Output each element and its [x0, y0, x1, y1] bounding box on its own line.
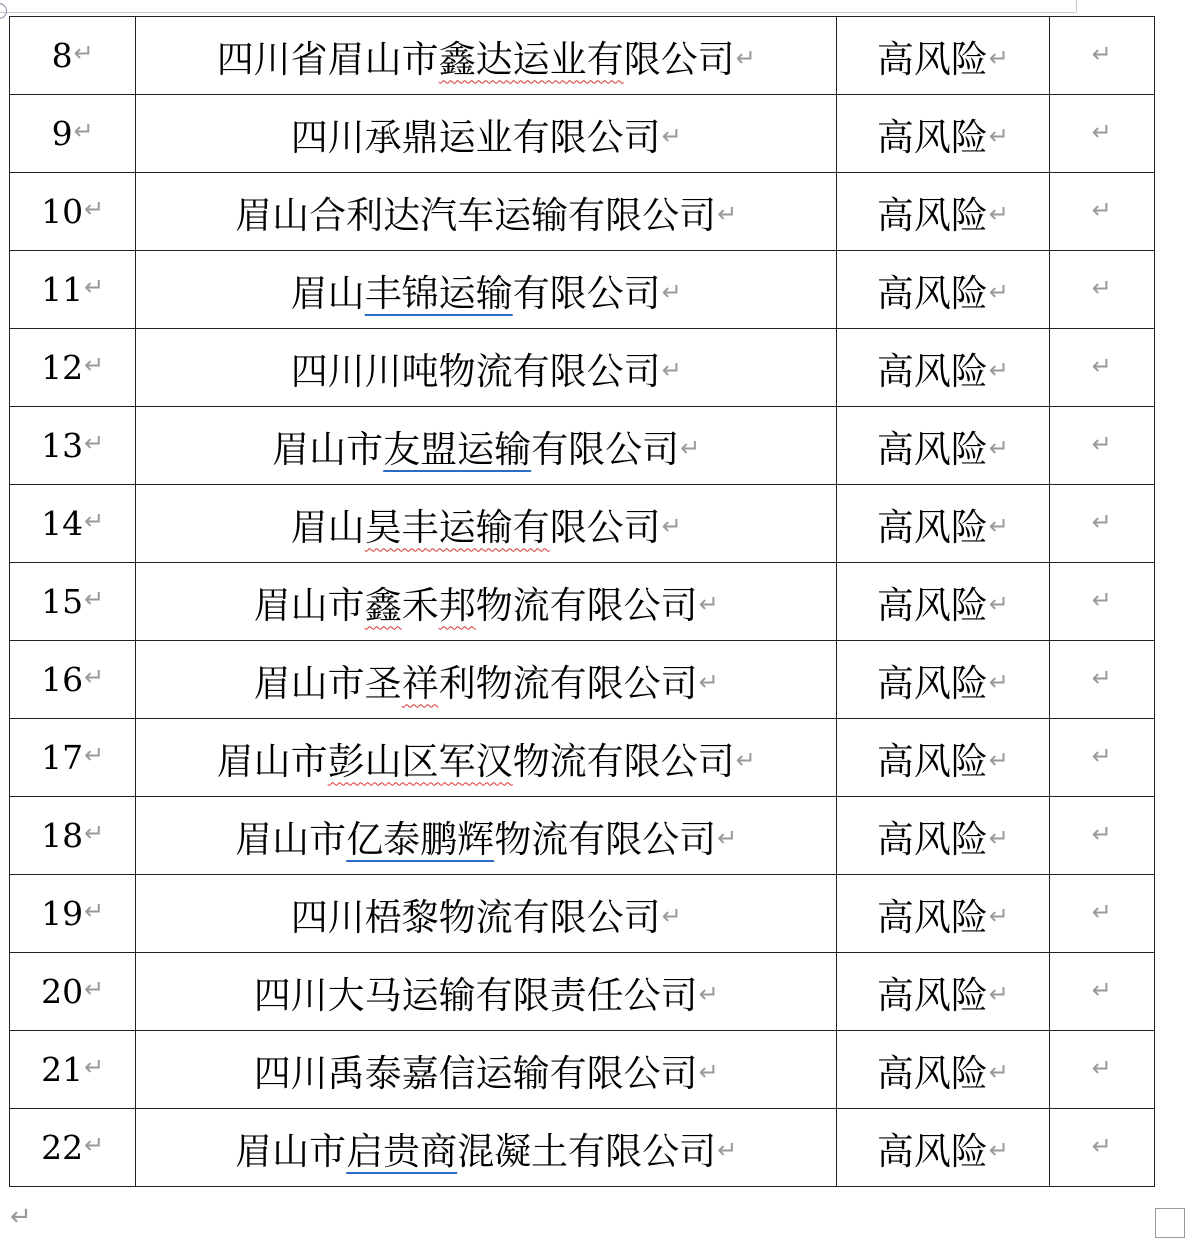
row-number-cell[interactable]: [10, 407, 136, 485]
company-name-cell[interactable]: [136, 17, 837, 95]
risk-level-cell[interactable]: [837, 329, 1050, 407]
risk-level: 高风险: [876, 193, 988, 237]
row-number-cell[interactable]: [10, 563, 136, 641]
remarks-cell[interactable]: [1049, 17, 1154, 95]
remarks-cell[interactable]: [1049, 407, 1154, 485]
paragraph-mark-icon: ↵: [661, 277, 682, 306]
paragraph-mark-icon: ↵: [84, 819, 105, 847]
risk-level-cell[interactable]: [837, 875, 1050, 953]
paragraph-mark-icon: ↵: [84, 273, 105, 301]
row-number-cell[interactable]: [10, 953, 136, 1031]
company-name: 四川大马运输有限责任公司: [253, 973, 698, 1017]
remarks-cell[interactable]: [1049, 251, 1154, 329]
risk-level-cell[interactable]: [837, 1031, 1050, 1109]
risk-level-cell[interactable]: [837, 563, 1050, 641]
table-row: [10, 485, 1155, 563]
paragraph-mark-icon: ↵: [988, 511, 1009, 540]
remarks-cell[interactable]: [1049, 875, 1154, 953]
paragraph-mark-icon: ↵: [988, 43, 1009, 72]
paragraph-mark-icon: ↵: [84, 585, 105, 613]
row-number-cell[interactable]: [10, 329, 136, 407]
page-top-edge: [0, 0, 1076, 13]
company-name-cell[interactable]: [136, 719, 837, 797]
company-name: 眉山市鑫禾邦物流有限公司: [253, 583, 698, 627]
paragraph-mark-icon: ↵: [1091, 819, 1112, 848]
paragraph-mark-icon: ↵: [988, 823, 1009, 852]
risk-level: 高风险: [876, 349, 988, 393]
paragraph-mark-icon: ↵: [1091, 351, 1112, 380]
remarks-cell[interactable]: [1049, 329, 1154, 407]
remarks-cell[interactable]: [1049, 953, 1154, 1031]
row-number-cell[interactable]: [10, 251, 136, 329]
paragraph-mark-icon: ↵: [698, 979, 719, 1008]
grammar-underline: 亿泰鹏辉: [346, 817, 495, 861]
company-name-cell[interactable]: [136, 95, 837, 173]
row-number-cell[interactable]: [10, 17, 136, 95]
table-row: [10, 953, 1155, 1031]
table-row: [10, 797, 1155, 875]
risk-level: 高风险: [876, 583, 988, 627]
spelling-underline: 鑫: [364, 583, 402, 627]
row-number: 8: [51, 36, 73, 75]
company-name: 眉山丰锦运输有限公司: [290, 271, 661, 315]
grammar-underline: 丰锦运输: [364, 271, 513, 315]
risk-level-cell[interactable]: [837, 173, 1050, 251]
risk-level-cell[interactable]: [837, 953, 1050, 1031]
company-name-cell[interactable]: [136, 329, 837, 407]
company-name: 四川承鼎运业有限公司: [290, 115, 661, 159]
risk-level-cell[interactable]: [837, 95, 1050, 173]
company-name-cell[interactable]: [136, 407, 837, 485]
paragraph-mark-icon: ↵: [1091, 585, 1112, 614]
grammar-underline: 启贵商: [346, 1129, 458, 1173]
paragraph-mark-icon: ↵: [988, 1135, 1009, 1164]
company-name-cell[interactable]: [136, 1031, 837, 1109]
risk-level: 高风险: [876, 1129, 988, 1173]
paragraph-mark-icon: ↵: [988, 199, 1009, 228]
paragraph-mark-icon: ↵: [84, 507, 105, 535]
paragraph-mark-icon: ↵: [1091, 1053, 1112, 1082]
table-row: [10, 719, 1155, 797]
risk-level: 高风险: [876, 37, 988, 81]
table-row: [10, 95, 1155, 173]
page-corner-line: [1076, 0, 1077, 12]
paragraph-mark-icon: ↵: [1091, 429, 1112, 458]
row-number: 12: [41, 348, 84, 387]
risk-level-cell[interactable]: [837, 797, 1050, 875]
company-name-cell[interactable]: [136, 875, 837, 953]
remarks-cell[interactable]: [1049, 1031, 1154, 1109]
table-row: [10, 875, 1155, 953]
company-name: 眉山市启贵商混凝土有限公司: [235, 1129, 717, 1173]
row-number-cell[interactable]: [10, 95, 136, 173]
paragraph-mark-icon: ↵: [661, 121, 682, 150]
spelling-underline: 鑫达运业有: [438, 37, 624, 81]
paragraph-mark-icon: ↵: [988, 355, 1009, 384]
paragraph-mark-icon: ↵: [988, 745, 1009, 774]
remarks-cell[interactable]: [1049, 797, 1154, 875]
risk-level-cell[interactable]: [837, 251, 1050, 329]
paragraph-mark-icon: ↵: [661, 511, 682, 540]
paragraph-mark-icon: ↵: [988, 901, 1009, 930]
grammar-underline: 友盟运输: [383, 427, 532, 471]
table-row: [10, 329, 1155, 407]
table-row: [10, 641, 1155, 719]
paragraph-mark-icon: ↵: [717, 1135, 738, 1164]
paragraph-mark-icon: ↵: [735, 745, 756, 774]
company-name: 眉山市彭山区军汉物流有限公司: [216, 739, 735, 783]
paragraph-mark-icon: ↵: [988, 277, 1009, 306]
paragraph-mark-icon: ↵: [988, 1057, 1009, 1086]
paragraph-mark-icon: ↵: [698, 589, 719, 618]
row-number: 21: [41, 1050, 84, 1089]
paragraph-mark-icon: ↵: [1091, 1131, 1112, 1160]
company-name: 四川川吨物流有限公司: [290, 349, 661, 393]
row-number-cell[interactable]: [10, 173, 136, 251]
paragraph-mark-icon: ↵: [1091, 663, 1112, 692]
row-number-cell[interactable]: [10, 1031, 136, 1109]
paragraph-mark-icon: ↵: [988, 589, 1009, 618]
row-number: 11: [41, 270, 84, 309]
paragraph-mark-icon: ↵: [1091, 273, 1112, 302]
paragraph-mark-icon: ↵: [73, 117, 94, 145]
paragraph-mark-icon: ↵: [698, 667, 719, 696]
company-name: 眉山市友盟运输有限公司: [272, 427, 680, 471]
company-name-cell[interactable]: [136, 641, 837, 719]
company-name: 眉山市圣祥利物流有限公司: [253, 661, 698, 705]
company-name: 四川禹泰嘉信运输有限公司: [253, 1051, 698, 1095]
row-number: 17: [41, 738, 84, 777]
company-name: 眉山昊丰运输有限公司: [290, 505, 661, 549]
company-name-cell[interactable]: [136, 485, 837, 563]
company-name-cell[interactable]: [136, 563, 837, 641]
risk-level: 高风险: [876, 505, 988, 549]
paragraph-mark-icon: ↵: [84, 351, 105, 379]
remarks-cell[interactable]: [1049, 719, 1154, 797]
paragraph-mark-icon: ↵: [1091, 195, 1112, 224]
remarks-cell[interactable]: [1049, 1109, 1154, 1187]
risk-level-cell[interactable]: [837, 485, 1050, 563]
paragraph-mark-icon: ↵: [1091, 975, 1112, 1004]
paragraph-mark-icon: ↵: [698, 1057, 719, 1086]
risk-level-cell[interactable]: [837, 1109, 1050, 1187]
paragraph-mark-icon: ↵: [735, 43, 756, 72]
risk-level: 高风险: [876, 271, 988, 315]
risk-level: 高风险: [876, 1051, 988, 1095]
row-number-cell[interactable]: [10, 719, 136, 797]
spelling-underline: 昊丰运输有: [364, 505, 550, 549]
row-number: 9: [51, 114, 73, 153]
paragraph-mark-icon: ↵: [1091, 117, 1112, 146]
company-risk-table: [9, 16, 1155, 1187]
row-number-cell[interactable]: [10, 641, 136, 719]
table-row: [10, 563, 1155, 641]
paragraph-mark-icon: ↵: [717, 823, 738, 852]
company-name: 眉山市亿泰鹏辉物流有限公司: [235, 817, 717, 861]
risk-level: 高风险: [876, 973, 988, 1017]
paragraph-mark-icon: ↵: [10, 1202, 32, 1232]
paragraph-mark-icon: ↵: [680, 433, 701, 462]
remarks-cell[interactable]: [1049, 95, 1154, 173]
paragraph-mark-icon: ↵: [1091, 741, 1112, 770]
spelling-underline: 彭山区军汉: [327, 739, 513, 783]
risk-level: 高风险: [876, 739, 988, 783]
paragraph-mark-icon: ↵: [84, 975, 105, 1003]
risk-level: 高风险: [876, 115, 988, 159]
paragraph-mark-icon: ↵: [84, 741, 105, 769]
remarks-cell[interactable]: [1049, 641, 1154, 719]
table-row: [10, 173, 1155, 251]
paragraph-mark-icon: ↵: [988, 433, 1009, 462]
resize-handle[interactable]: [1155, 1208, 1185, 1238]
company-name-cell[interactable]: [136, 1109, 837, 1187]
risk-level: 高风险: [876, 895, 988, 939]
risk-level: 高风险: [876, 661, 988, 705]
paragraph-mark-icon: ↵: [84, 195, 105, 223]
paragraph-mark-icon: ↵: [1091, 897, 1112, 926]
risk-level-cell[interactable]: [837, 719, 1050, 797]
company-name-cell[interactable]: [136, 953, 837, 1031]
row-number-cell[interactable]: [10, 797, 136, 875]
paragraph-mark-icon: ↵: [84, 429, 105, 457]
risk-level: 高风险: [876, 427, 988, 471]
row-number-cell[interactable]: [10, 875, 136, 953]
row-number: 20: [41, 972, 84, 1011]
row-number: 19: [41, 894, 84, 933]
paragraph-mark-icon: ↵: [73, 39, 94, 67]
row-number-cell[interactable]: [10, 1109, 136, 1187]
row-number: 10: [41, 192, 84, 231]
table-row: [10, 251, 1155, 329]
company-name-cell[interactable]: [136, 797, 837, 875]
paragraph-mark-icon: ↵: [1091, 507, 1112, 536]
remarks-cell[interactable]: [1049, 485, 1154, 563]
table-row: [10, 407, 1155, 485]
paragraph-mark-icon: ↵: [84, 663, 105, 691]
row-number: 18: [41, 816, 84, 855]
remarks-cell[interactable]: [1049, 173, 1154, 251]
paragraph-mark-icon: ↵: [84, 1131, 105, 1159]
spelling-underline: 祥: [401, 661, 439, 705]
table-row: [10, 1031, 1155, 1109]
paragraph-mark-icon: ↵: [661, 355, 682, 384]
row-number: 22: [41, 1128, 84, 1167]
paragraph-mark-icon: ↵: [717, 199, 738, 228]
paragraph-mark-icon: ↵: [84, 1053, 105, 1081]
row-number: 13: [41, 426, 84, 465]
company-name-cell[interactable]: [136, 173, 837, 251]
risk-level: 高风险: [876, 817, 988, 861]
table-row: [10, 1109, 1155, 1187]
row-number: 15: [41, 582, 84, 621]
paragraph-mark-icon: ↵: [988, 667, 1009, 696]
risk-level-cell[interactable]: [837, 17, 1050, 95]
paragraph-mark-icon: ↵: [661, 901, 682, 930]
risk-level-cell[interactable]: [837, 407, 1050, 485]
row-number: 14: [41, 504, 84, 543]
company-name-cell[interactable]: [136, 251, 837, 329]
row-number: 16: [41, 660, 84, 699]
paragraph-mark-icon: ↵: [988, 121, 1009, 150]
paragraph-mark-icon: ↵: [84, 897, 105, 925]
paragraph-mark-icon: ↵: [988, 979, 1009, 1008]
company-name: 眉山合利达汽车运输有限公司: [235, 193, 717, 237]
spelling-underline: 邦: [438, 583, 476, 627]
table-row: [10, 17, 1155, 95]
table-body: [10, 17, 1155, 1187]
company-name: 四川梧黎物流有限公司: [290, 895, 661, 939]
remarks-cell[interactable]: [1049, 563, 1154, 641]
company-name: 四川省眉山市鑫达运业有限公司: [216, 37, 735, 81]
risk-level-cell[interactable]: [837, 641, 1050, 719]
paragraph-mark-icon: ↵: [1091, 39, 1112, 68]
row-number-cell[interactable]: [10, 485, 136, 563]
